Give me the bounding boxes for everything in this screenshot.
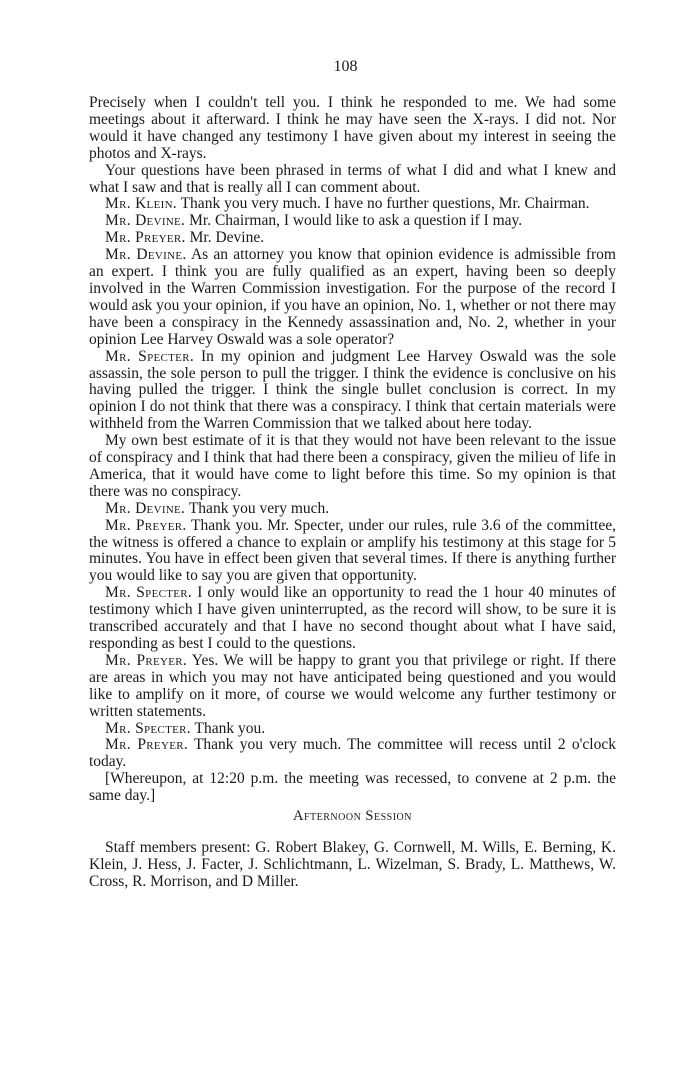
speaker-name: Mr. Devine. bbox=[105, 499, 186, 517]
speaker-name: Mr. Preyer. bbox=[105, 651, 188, 669]
paragraph-text: Precisely when I couldn't tell you. I think he responded to me. We had some meetings about it afterward. I think he may have seen the X-rays. I did not. Nor would it have changed any testimony I have given about my interest in seeing the photos and X-rays. bbox=[89, 94, 616, 162]
speaker-name: Mr. Preyer. bbox=[105, 516, 187, 534]
paragraph-text: Mr. Devine. bbox=[189, 229, 265, 247]
speaker-name: Mr. Devine. bbox=[105, 212, 186, 230]
paragraph bbox=[89, 585, 616, 653]
page-number: 108 bbox=[333, 58, 358, 75]
speaker-name: Mr. Specter. bbox=[105, 347, 195, 365]
speaker-name: Mr. Specter. bbox=[105, 719, 191, 737]
paragraph-text: Mr. Chairman, I would like to ask a question if I may. bbox=[189, 212, 523, 230]
paragraph bbox=[89, 721, 616, 738]
speaker-name: Mr. Specter. bbox=[105, 584, 193, 602]
paragraph-text: Staff members present: G. Robert Blakey, G. Cornwell, M. Wills, E. Berning, K. Klein, J. Hess, J. Facter, J. Schlichtmann, L. Wizelman, S. Brady, L. Matthews, W. Cross, R. Morrison, and D Miller. bbox=[89, 838, 616, 890]
paragraph bbox=[89, 163, 616, 197]
paragraph-text: As an attorney you know that opinion evidence is admissible from an expert. I think you are fully qualified as an expert, having been so deeply involved in the Warren Commission investigation. For the purpose of the record I would ask you your opinion, if you have an opinion, No. 1, whether or not there may have been a conspiracy in the Kennedy assassination and, No. 2, whether in your opinion Lee Harvey Oswald was a sole operator? bbox=[89, 246, 616, 348]
document-body bbox=[89, 95, 616, 891]
paragraph bbox=[89, 213, 616, 230]
speaker-name: Mr. Preyer. bbox=[105, 229, 186, 247]
paragraph bbox=[89, 737, 616, 771]
paragraph bbox=[89, 349, 616, 434]
paragraph-text: Thank you. bbox=[194, 719, 266, 737]
section-heading: Afternoon Session bbox=[292, 808, 412, 825]
paragraph-text: Yes. We will be happy to grant you that privilege or right. If there are areas in which you may not have anticipated being questioned and you would like to amplify on it more, of course we would welcome any further testimony or written statements. bbox=[89, 651, 616, 720]
paragraph bbox=[89, 518, 616, 586]
paragraph bbox=[89, 653, 616, 721]
paragraph bbox=[89, 501, 616, 518]
paragraph-text: Your questions have been phrased in terms of what I did and what I knew and what I saw and that is really all I can comment about. bbox=[89, 161, 616, 196]
paragraph bbox=[89, 95, 616, 163]
speaker-name: Mr. Devine. bbox=[105, 246, 187, 264]
speaker-name: Mr. Klein. bbox=[105, 195, 177, 213]
paragraph bbox=[89, 230, 616, 247]
staff-members-paragraph bbox=[89, 840, 616, 891]
paragraph-text: I only would like an opportunity to read the 1 hour 40 minutes of testimony which I have given uninterrupted, as the record will show, to be sure it is transcribed accurately and that I have no second thought about what I have said, responding as best I could to the questions. bbox=[89, 584, 617, 652]
paragraph bbox=[89, 247, 616, 348]
paragraph-text: My own best estimate of it is that they would not have been relevant to the issue of conspiracy and I think that had there been a conspiracy, given the milieu of life in America, that it would have come to light before this time. So my opinion is that there was no conspiracy. bbox=[89, 432, 616, 500]
paragraph-text: [Whereupon, at 12:20 p.m. the meeting was recessed, to convene at 2 p.m. the same day.] bbox=[89, 770, 616, 805]
paragraph-text: Thank you very much. The committee will recess until 2 o'clock today. bbox=[89, 736, 616, 771]
paragraph bbox=[89, 433, 616, 501]
paragraph bbox=[89, 196, 616, 213]
paragraph-text: Thank you very much. bbox=[188, 499, 330, 517]
speaker-name: Mr. Preyer. bbox=[105, 736, 189, 754]
paragraph-text: Thank you. Mr. Specter, under our rules, rule 3.6 of the committee, the witness is offered a chance to explain or amplify his testimony at this stage for 5 minutes. You have in effect been given that several times. If there is anything further you would like to say you are given that opportunity. bbox=[89, 516, 616, 585]
paragraph-text: Thank you very much. I have no further questions, Mr. Chairman. bbox=[180, 195, 590, 213]
paragraph-text: In my opinion and judgment Lee Harvey Oswald was the sole assassin, the sole person to pull the trigger. I think the evidence is conclusive on his having pulled the trigger. I think the single bullet conclusion is correct. In my opinion I do not think that there was a conspiracy. I think that certain materials were withheld from the Warren Commission that we talked about here today. bbox=[89, 347, 617, 433]
paragraph bbox=[89, 771, 616, 805]
